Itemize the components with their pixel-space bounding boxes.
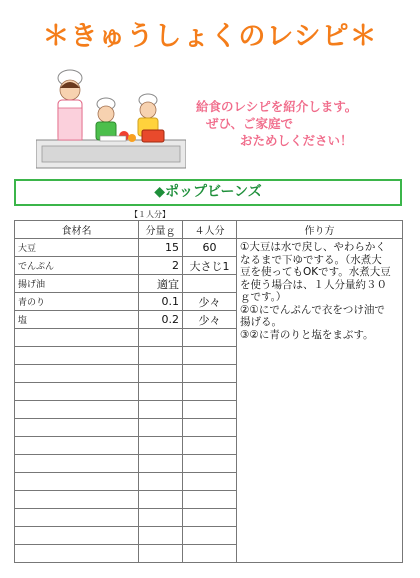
method-line: 豆を使ってもOKです。水煮大豆: [240, 266, 391, 278]
recipe-table: [14, 220, 403, 563]
ingredient-name: でんぷん: [15, 257, 139, 275]
method-line: 揚げる。: [240, 316, 282, 328]
intro-line: ぜひ、ご家庭で: [206, 116, 294, 131]
ingredient-amount: 適宜: [139, 275, 183, 293]
ingredient-four: 60: [183, 239, 237, 257]
header-four-servings: ４人分: [183, 221, 237, 239]
method-line: ③②に青のりと塩をまぶす。: [240, 328, 374, 341]
ingredient-four: [183, 275, 237, 293]
ingredient-name: 青のり: [15, 293, 139, 311]
method-line: なるまで下ゆでする。（水煮大: [240, 253, 382, 266]
header-method: 作り方: [237, 221, 403, 239]
ingredient-four: 少々: [183, 311, 237, 329]
method-line: ②①にでんぷんで衣をつけ油で: [240, 303, 385, 316]
cooking-family-icon: [36, 68, 186, 170]
ingredient-name: 塩: [15, 311, 139, 329]
header-amount: 分量ｇ: [139, 221, 183, 239]
ingredient-name: 大豆: [15, 239, 139, 257]
ingredient-amount: 0.1: [139, 293, 183, 311]
method-cell: [237, 239, 403, 563]
method-line: ｇです。）: [240, 291, 287, 303]
serving-note: 【１人分】: [130, 210, 170, 219]
table-header-row: [15, 221, 403, 239]
recipe-name: ◆ポップビーンズ: [14, 179, 402, 206]
ingredient-name: 揚げ油: [15, 275, 139, 293]
ingredient-four: 大さじ1: [183, 257, 237, 275]
method-line: を使う場合は、１人分量約３０: [240, 278, 387, 291]
ingredient-four: 少々: [183, 293, 237, 311]
intro-line: 給食のレシピを紹介します。: [196, 99, 358, 114]
method-line: ①大豆は水で戻し、やわらかく: [240, 241, 386, 253]
ingredient-amount: 15: [139, 239, 183, 257]
intro-text: [196, 98, 396, 149]
ingredient-amount: 2: [139, 257, 183, 275]
intro-line: おためしください！: [240, 133, 353, 148]
ingredient-amount: 0.2: [139, 311, 183, 329]
table-row: [15, 239, 403, 257]
page-title: ＊きゅうしょくのレシピ＊: [42, 21, 378, 52]
header-ingredient: 食材名: [15, 221, 139, 239]
